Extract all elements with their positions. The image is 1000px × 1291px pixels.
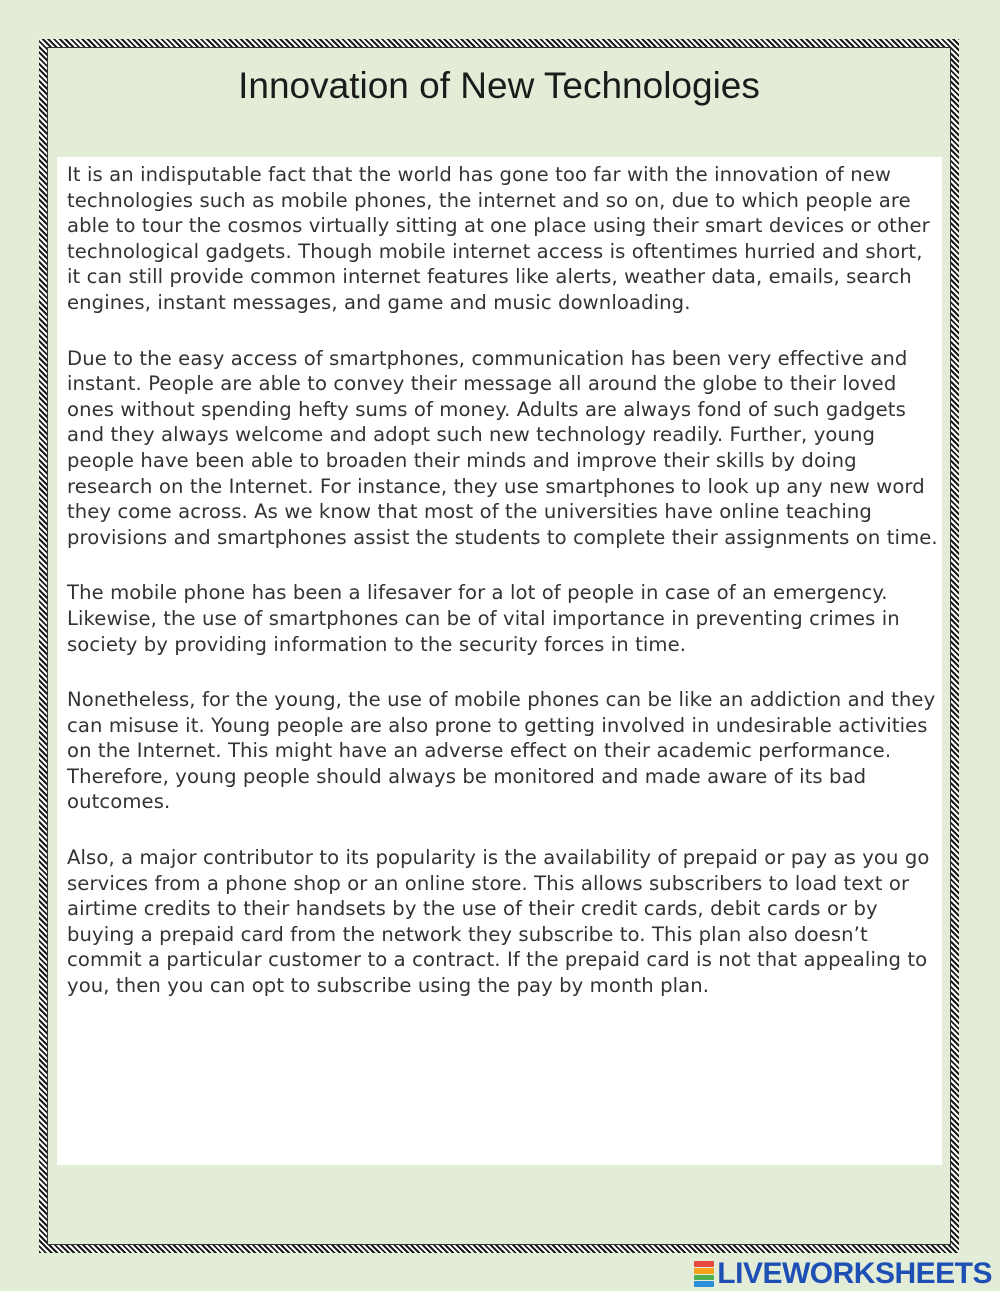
paragraph-4: Nonetheless, for the young, the use of mobile phones can be like an addiction and they can misuse it. Young people are also prone to getting involved in undesirable activities on the Internet. This might have an adverse effect on their academic performance. Therefore, young people should always be monitored and made aware of its bad outcomes. xyxy=(67,688,936,814)
paragraph-3: The mobile phone has been a lifesaver for a lot of people in case of an emergency. Likewise, the use of smartphones can be of vital importance in preventing crimes in society by providing information to the security forces in time. xyxy=(67,581,900,656)
paragraph-2: Due to the easy access of smartphones, communication has been very effective and instant. People are able to convey their message all around the globe to their loved ones without spending hefty sums of money. Adults are always fond of such gadgets and they always welcome and adopt such new technology readily. Further, young people have been able to broaden their minds and improve their skills by doing research on the Internet. For instance, they use smartphones to look up any new word they come across. As we know that most of the universities have online teaching provisions and smartphones assist the students to complete their assignments on time. xyxy=(67,346,938,549)
liveworksheets-logo[interactable] xyxy=(694,1259,992,1289)
reading-passage xyxy=(57,157,942,1165)
logo-text: LIVEWORKSHEETS xyxy=(717,1257,992,1290)
paragraph-1: It is an indisputable fact that the world has gone too far with the innovation of new technologies such as mobile phones, the internet and so on, due to which people are able to tour the cosmos virtually sitting at one place using their smart devices or other technological gadgets. Though mobile internet access is oftentimes hurried and short, it can still provide common internet features like alerts, weather data, emails, search engines, instant messages, and game and music downloading. xyxy=(67,163,930,314)
worksheet-border-frame xyxy=(39,39,959,1253)
page-title: Innovation of New Technologies xyxy=(238,65,760,106)
liveworksheets-logo-icon xyxy=(694,1261,714,1287)
paragraph-5: Also, a major contributor to its popularity is the availability of prepaid or pay as you go services from a phone shop or an online store. This allows subscribers to load text or airtime credits to their handsets by the use of their credit cards, debit cards or by buying a prepaid card from the network they subscribe to. This plan also doesn’t commit a particular customer to a contract. If the prepaid card is not that appealing to you, then you can opt to subscribe using the pay by month plan. xyxy=(67,846,930,998)
